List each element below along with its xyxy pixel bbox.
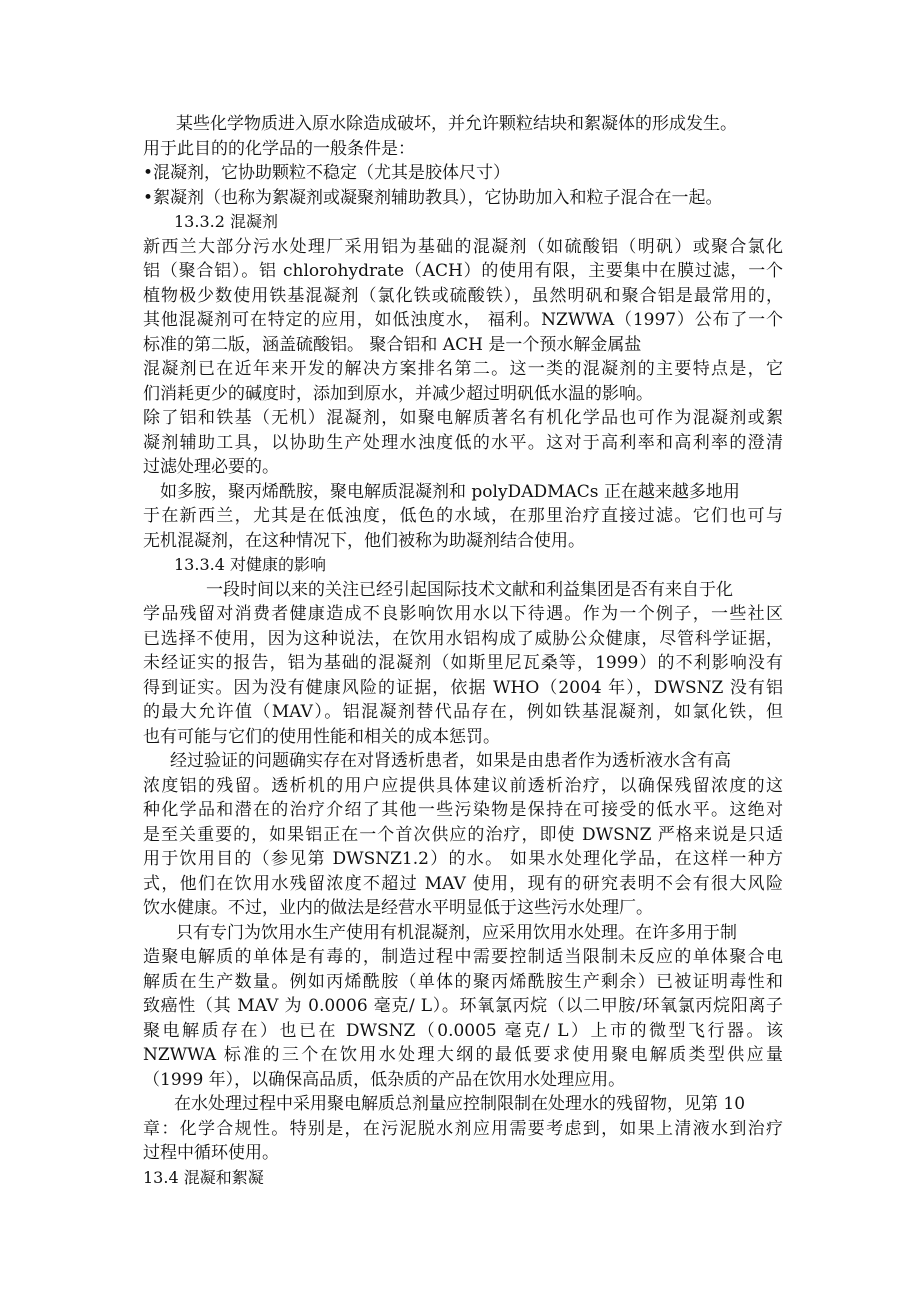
paragraph-dialysis-line-1: 经过验证的问题确实存在对肾透析患者，如果是由患者作为透析液水含有高 (170, 751, 731, 771)
paragraph-intro-line-1: 某些化学物质进入原水除造成破坏，并允许颗粒结块和絮凝体的形成发生。 (176, 114, 737, 134)
paragraph-coagulants-line-6: 混凝剂已在近年来开发的解决方案排名第二。这一类的混凝剂的主要特点是，它 (143, 359, 783, 379)
paragraph-polyamine-line-1: 如多胺，聚丙烯酰胺，聚电解质混凝剂和 polyDADMACs 正在越来越多地用 (160, 482, 740, 502)
paragraph-coagulants-line-7: 们消耗更少的碱度时，添加到原水，并减少超过明矾低水温的影响。 (143, 384, 653, 404)
paragraph-organic-coagulant-line-5: 聚电解质存在）也已在 DWSNZ（0.0005 毫克/ L）上市的微型飞行器。该 (143, 1021, 783, 1041)
paragraph-health-line-7: 也有可能与它们的使用性能和相关的成本惩罚。 (143, 727, 500, 747)
section-heading-13-3-4: 13.3.4 对健康的影响 (174, 555, 326, 574)
paragraph-organic-line-1: 除了铝和铁基（无机）混凝剂，如聚电解质著名有机化学品也可作为混凝剂或絮 (143, 408, 783, 428)
paragraph-intro-line-2: 用于此目的的化学品的一般条件是： (143, 139, 415, 159)
paragraph-health-line-3: 已选择不使用，因为这种说法，在饮用水铝构成了威胁公众健康，尽管科学证据， (143, 629, 783, 649)
paragraph-organic-line-3: 过滤处理必要的。 (143, 457, 279, 477)
paragraph-health-line-4: 未经证实的报告，铝为基础的混凝剂（如斯里尼瓦桑等，1999）的不利影响没有 (143, 653, 783, 673)
paragraph-coagulants-line-4: 其他混凝剂可在特定的应用，如低浊度水， 福利。NZWWA（1997）公布了一个 (143, 310, 783, 330)
paragraph-organic-line-2: 凝剂辅助工具，以协助生产处理水浊度低的水平。这对于高利率和高利率的澄清 (143, 433, 783, 453)
paragraph-dosage-line-3: 过程中循环使用。 (143, 1143, 279, 1163)
bullet-item-coagulant: •混凝剂，它协助颗粒不稳定（尤其是胶体尺寸） (143, 163, 511, 183)
paragraph-dialysis-line-5: 用于饮用目的（参见第 DWSNZ1.2）的水。 如果水处理化学品，在这样一种方 (143, 849, 783, 869)
paragraph-dialysis-line-7: 饮水健康。不过，业内的做法是经营水平明显低于这些污水处理厂。 (143, 898, 653, 918)
paragraph-coagulants-line-2: 铝（聚合铝）。铝 chlorohydrate（ACH）的使用有限，主要集中在膜过滤，一个 (143, 261, 783, 281)
paragraph-coagulants-line-3: 植物极少数使用铁基混凝剂（氯化铁或硫酸铁），虽然明矾和聚合铝是最常用的， (143, 286, 783, 306)
paragraph-polyamine-line-2: 于在新西兰，尤其是在低浊度，低色的水域，在那里治疗直接过滤。它们也可与 (143, 506, 783, 526)
section-heading-13-3-2: 13.3.2 混凝剂 (174, 212, 278, 231)
paragraph-dosage-line-2: 章：化学合规性。特别是，在污泥脱水剂应用需要考虑到，如果上清液水到治疗 (143, 1119, 783, 1139)
paragraph-organic-coagulant-line-6: NZWWA 标准的三个在饮用水处理大纲的最低要求使用聚电解质类型供应量 (143, 1045, 783, 1065)
paragraph-organic-coagulant-line-3: 解质在生产数量。例如丙烯酰胺（单体的聚丙烯酰胺生产剩余）已被证明毒性和 (143, 972, 783, 992)
paragraph-health-line-5: 得到证实。因为没有健康风险的证据，依据 WHO（2004 年），DWSNZ 没有铝 (143, 678, 783, 698)
section-heading-13-4: 13.4 混凝和絮凝 (143, 1168, 264, 1187)
paragraph-health-line-6: 的最大允许值（MAV）。铝混凝剂替代品存在，例如铁基混凝剂，如氯化铁，但 (143, 702, 783, 722)
bullet-item-flocculant: •絮凝剂（也称为絮凝剂或凝聚剂辅助教具），它协助加入和粒子混合在一起。 (143, 188, 723, 208)
paragraph-organic-coagulant-line-7: （1999 年），以确保高品质，低杂质的产品在饮用水处理应用。 (143, 1070, 626, 1090)
paragraph-dialysis-line-6: 式，他们在饮用水残留浓度不超过 MAV 使用，现有的研究表明不会有很大风险 (143, 874, 783, 894)
paragraph-organic-coagulant-line-1: 只有专门为饮用水生产使用有机混凝剂，应采用饮用水处理。在许多用于制 (176, 923, 737, 943)
paragraph-polyamine-line-3: 无机混凝剂，在这种情况下，他们被称为助凝剂结合使用。 (143, 531, 585, 551)
paragraph-dialysis-line-3: 种化学品和潜在的治疗介绍了其他一些污染物是保持在可接受的低水平。这绝对 (143, 800, 783, 820)
paragraph-organic-coagulant-line-2: 造聚电解质的单体是有毒的，制造过程中需要控制适当限制未反应的单体聚合电 (143, 947, 783, 967)
paragraph-dialysis-line-4: 是至关重要的，如果铝正在一个首次供应的治疗，即使 DWSNZ 严格来说是只适 (143, 825, 783, 845)
paragraph-health-line-1: 一段时间以来的关注已经引起国际技术文献和利益集团是否有来自于化 (206, 580, 733, 600)
paragraph-organic-coagulant-line-4: 致癌性（其 MAV 为 0.0006 毫克/ L）。环氧氯丙烷（以二甲胺/环氧氯丙烷阳离子 (143, 996, 783, 1016)
paragraph-dialysis-line-2: 浓度铝的残留。透析机的用户应提供具体建议前透析治疗，以确保残留浓度的这 (143, 776, 783, 796)
paragraph-coagulants-line-1: 新西兰大部分污水处理厂采用铝为基础的混凝剂（如硫酸铝（明矾）或聚合氯化 (143, 237, 783, 257)
paragraph-health-line-2: 学品残留对消费者健康造成不良影响饮用水以下待遇。作为一个例子，一些社区 (143, 604, 783, 624)
paragraph-dosage-line-1: 在水处理过程中采用聚电解质总剂量应控制限制在处理水的残留物，见第 10 (174, 1094, 746, 1114)
paragraph-coagulants-line-5: 标准的第二版，涵盖硫酸铝。 聚合铝和 ACH 是一个预水解金属盐 (143, 335, 642, 355)
